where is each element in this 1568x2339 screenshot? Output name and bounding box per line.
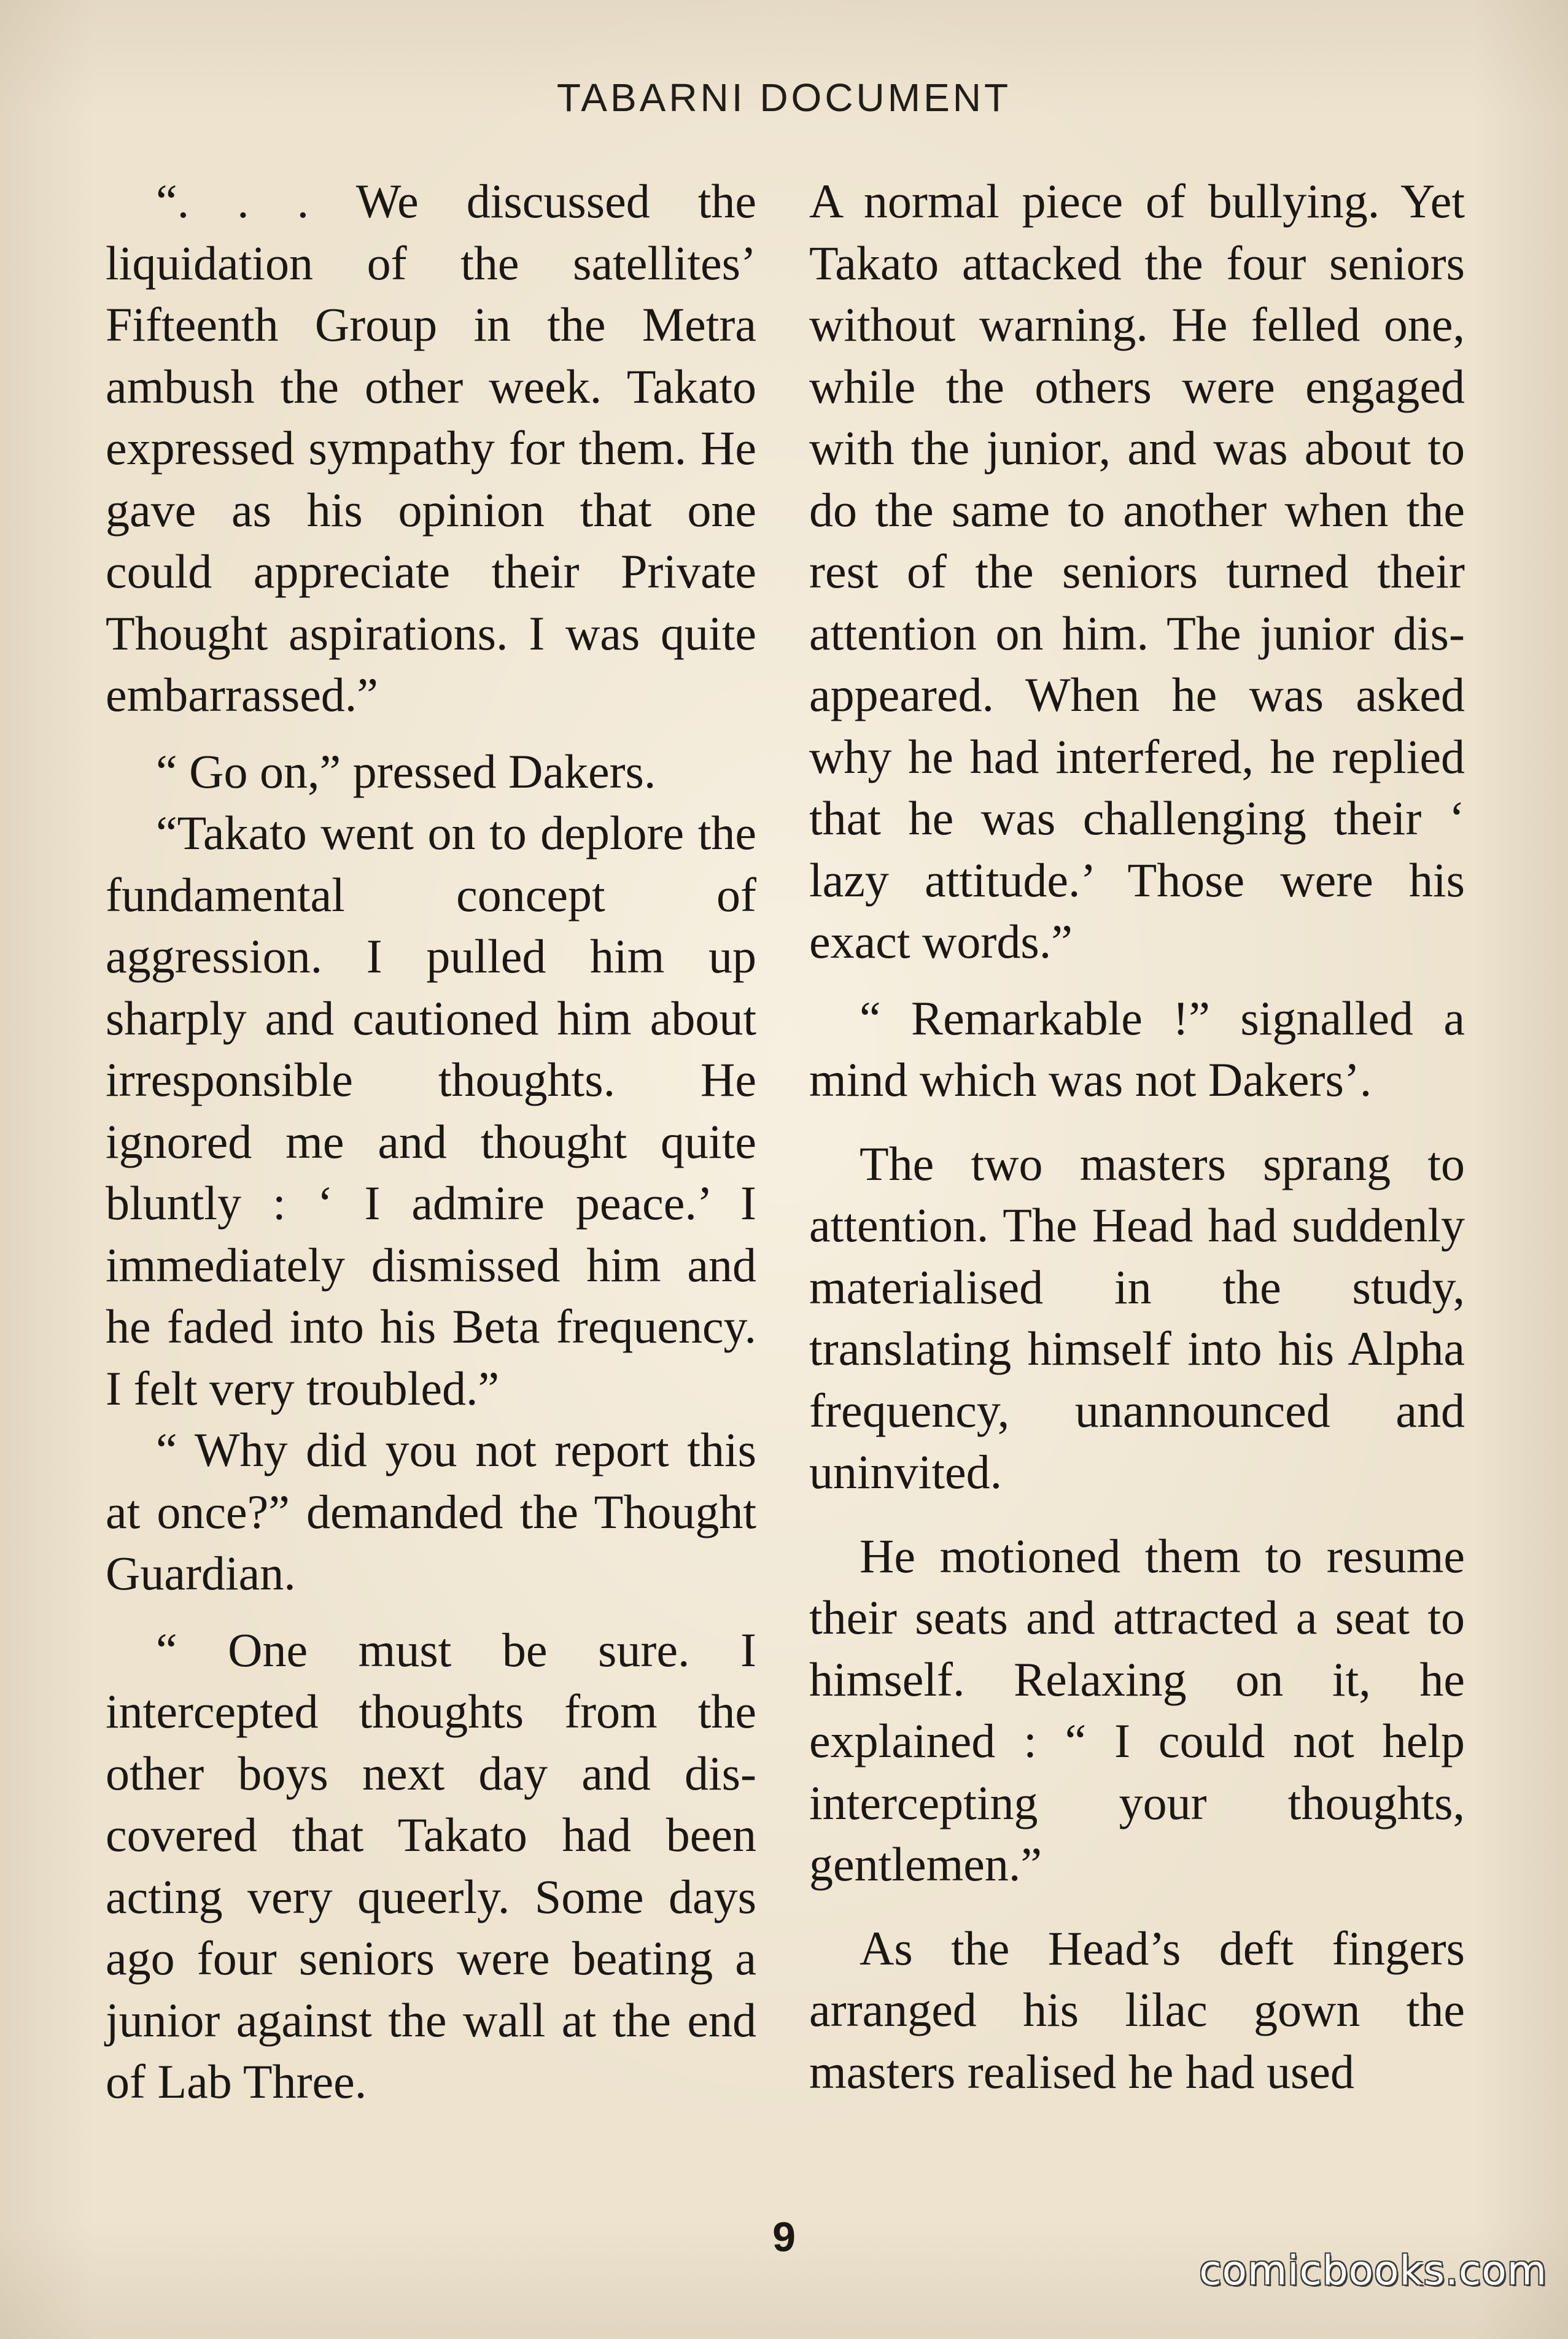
watermark-logo: comicbooks.com — [1199, 2247, 1547, 2294]
running-head: TABARNI DOCUMENT — [556, 76, 1012, 120]
left-paragraph-2: “ Go on,” pressed Dakers. — [156, 744, 656, 798]
left-paragraph-3: “Takato went on to deplore the fundamental concept of aggression. I pulled him up sharply and cautioned him about irresponsible thoughts. He ignored me and thought quite bluntly : ‘ I admire peace.’ I immediately dismissed him and he faded into his Beta frequency. I felt very troubled.” — [106, 806, 756, 1415]
right-paragraph-5: As the Head’s deft fingers arranged his lilac gown the masters realised he had used — [809, 1921, 1465, 2098]
right-paragraph-3: The two masters sprang to attention. The Head had suddenly materialised in the study, translating himself into his Alpha frequency, unannounced and uninvited. — [809, 1136, 1465, 1499]
right-paragraph-1: A normal piece of bullying. Yet Takato attacked the four seniors without warning. He felled one, while the others were engaged with the junior, and was about to do the same to another when the rest of the seniors turned their attention on him. The junior disappeared. When he was asked why he had interfered, he replied that he was challenging their ‘ lazy attitude.’ Those were his exact words.” — [809, 174, 1465, 968]
left-paragraph-4: “ Why did you not report this at once?” demanded the Thought Guardian. — [106, 1423, 756, 1600]
left-column — [106, 171, 756, 2113]
right-column — [809, 171, 1465, 2103]
page-number: 9 — [772, 2214, 796, 2260]
right-paragraph-2: “ Remarkable !” signalled a mind which was not Dakers’. — [809, 991, 1465, 1106]
left-paragraph-1: “. . . We discussed the liquidation of the satellites’ Fifteenth Group in the Metra ambush the other week. Takato expressed sympathy for them. He gave as his opinion that one could appreciate their Private Thought aspirations. I was quite embarrassed.” — [106, 174, 756, 721]
left-paragraph-5: “ One must be sure. I intercepted thoughts from the other boys next day and discovered that Takato had been acting very queerly. Some days ago four seniors were beating a junior against the wall at the end of Lab Three. — [106, 1623, 756, 2108]
right-paragraph-4: He motioned them to resume their seats and attracted a seat to himself. Relaxing on it, he explained : “ I could not help intercepting your thoughts, gentlemen.” — [809, 1529, 1465, 1891]
